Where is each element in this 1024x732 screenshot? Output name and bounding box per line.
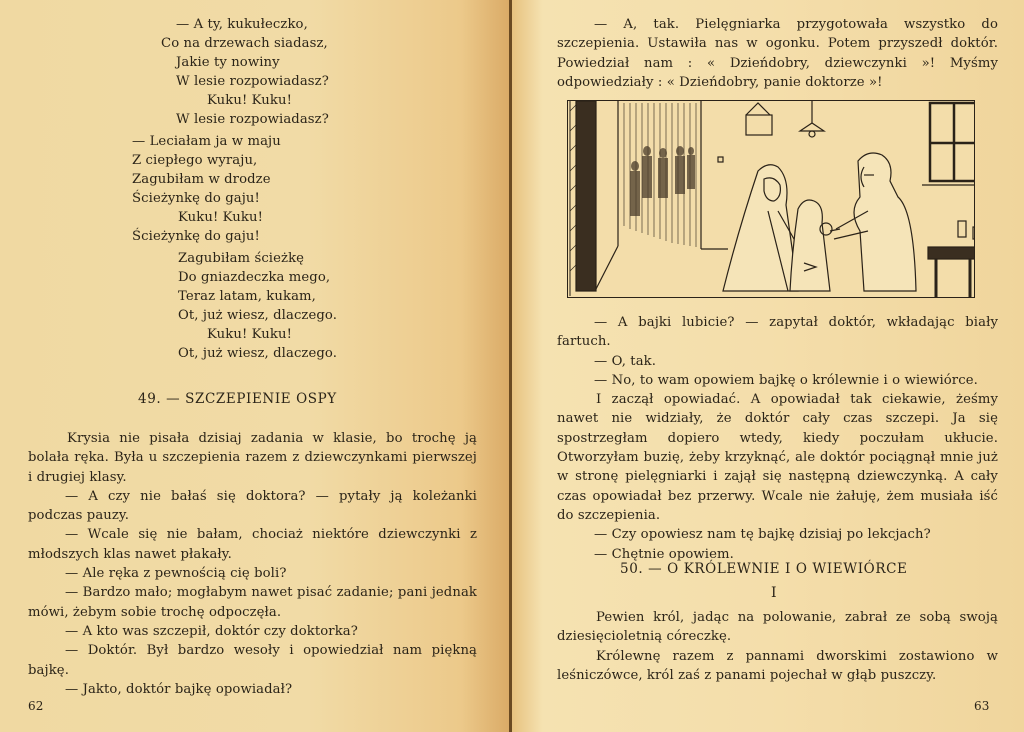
poem-line: Ot, już wiesz, dlaczego. (178, 308, 338, 323)
paragraph: — A kto was szczepił, doktór czy doktorka? (65, 623, 358, 639)
poem-line: Ot, już wiesz, dlaczego. (178, 346, 338, 361)
dialogue-text (557, 313, 998, 564)
page-number: 63 (974, 699, 990, 713)
section-numeral: I (771, 585, 777, 601)
paragraph: — Jakto, doktór bajkę opowiadał? (65, 681, 293, 697)
paragraph: — A czy nie bałaś się doktora? — pytały ją koleżanki podczas pauzy. (28, 488, 477, 524)
poem-line: Z ciepłego wyraju, (132, 153, 258, 168)
poem-line: W lesie rozpowiadasz? (176, 112, 329, 127)
illustration-vaccination (567, 100, 975, 298)
poem-line: W lesie rozpowiadasz? (176, 74, 329, 89)
poem-line: — A ty, kukułeczko, (176, 17, 308, 32)
chapter-body (28, 429, 477, 699)
chapter-title: 49. — SZCZEPIENIE OSPY (138, 391, 337, 407)
paragraph: — Chętnie opowiem. (594, 546, 734, 562)
paragraph: — A bajki lubicie? — zapytał doktór, wkładając biały fartuch. (557, 315, 998, 350)
poem-line: Do gniazdeczka mego, (178, 270, 331, 285)
book-gutter (509, 0, 512, 732)
vaccination-drawing-icon (568, 101, 975, 298)
paragraph: — Doktór. Był bardzo wesoły i opowiedział nam piękną bajkę. (28, 643, 477, 678)
paragraph: — Bardzo mało; mogłabym nawet pisać zadanie; pani jednak mówi, żebym sobie trochę odpoczęła. (28, 585, 477, 620)
continued-text (557, 15, 998, 92)
paragraph: — Wcale się nie bałam, chociaż niektóre dziewczynki z młodszych klas nawet płakały. (28, 527, 477, 562)
poem-line: Zagubiłam ścieżkę (178, 251, 305, 266)
paragraph: — A, tak. Pielęgniarka przygotowała wszystko do szczepienia. Ustawiła nas w ogonku. Potem przyszedł doktór. Powiedział nam : « Dzieńdobry, dziewczynki »! Myśmy odpowiedziały : « Dzieńdobry, panie doktorze »! (557, 17, 998, 90)
poem-line: Teraz latam, kukam, (178, 289, 316, 304)
paragraph: Krysia nie pisała dzisiaj zadania w klasie, bo trochę ją bolała ręka. Była u szczepienia razem z dziewczynkami pierwszej i drugiej klasy. (28, 431, 477, 485)
page-number: 62 (28, 699, 44, 713)
paragraph: I zaczął opowiadać. A opowiadał tak ciekawie, żeśmy nawet nie widziały, że doktór cały czas szczepi. Ja się spostrzegłam dopiero wtedy, kiedy poczułam ukłucie. Otworzyłam buzię, żeby krzyknąć, ale doktór pociągnął mnie już w stronę pielęgniarki i zajął się następną dziewczynką. A cały czas opowiadał bez przerwy. Wcale nie żałuję, żem musiała iść do szczepienia. (557, 392, 998, 523)
poem-line: Zagubiłam w drodze (132, 172, 271, 187)
paragraph: — Ale ręka z pewnością cię boli? (65, 566, 287, 582)
chapter-body (557, 608, 998, 685)
poem-line: Co na drzewach siadasz, (161, 36, 328, 51)
paragraph: — No, to wam opowiem bajkę o królewnie i o wiewiórce. (594, 372, 978, 388)
poem-line: Jakie ty nowiny (176, 55, 280, 70)
poem-line: Ścieżynkę do gaju! (132, 191, 260, 206)
poem-line: — Leciałam ja w maju (132, 134, 281, 149)
paragraph: — O, tak. (594, 353, 657, 369)
chapter-title: 50. — O KRÓLEWNIE I O WIEWIÓRCE (620, 561, 908, 577)
paragraph: Królewnę razem z pannami dworskimi zostawiono w leśniczówce, król zaś z panami pojechał w głąb puszczy. (557, 648, 998, 683)
poem-line: Kuku! Kuku! (178, 210, 263, 225)
poem-line: Ścieżynkę do gaju! (132, 229, 260, 244)
paragraph: — Czy opowiesz nam tę bajkę dzisiaj po lekcjach? (594, 527, 931, 543)
poem-line: Kuku! Kuku! (207, 93, 292, 108)
paragraph: Pewien król, jadąc na polowanie, zabrał ze sobą swoją dziesięcioletnią córeczkę. (557, 610, 998, 645)
poem-line: Kuku! Kuku! (207, 327, 292, 342)
